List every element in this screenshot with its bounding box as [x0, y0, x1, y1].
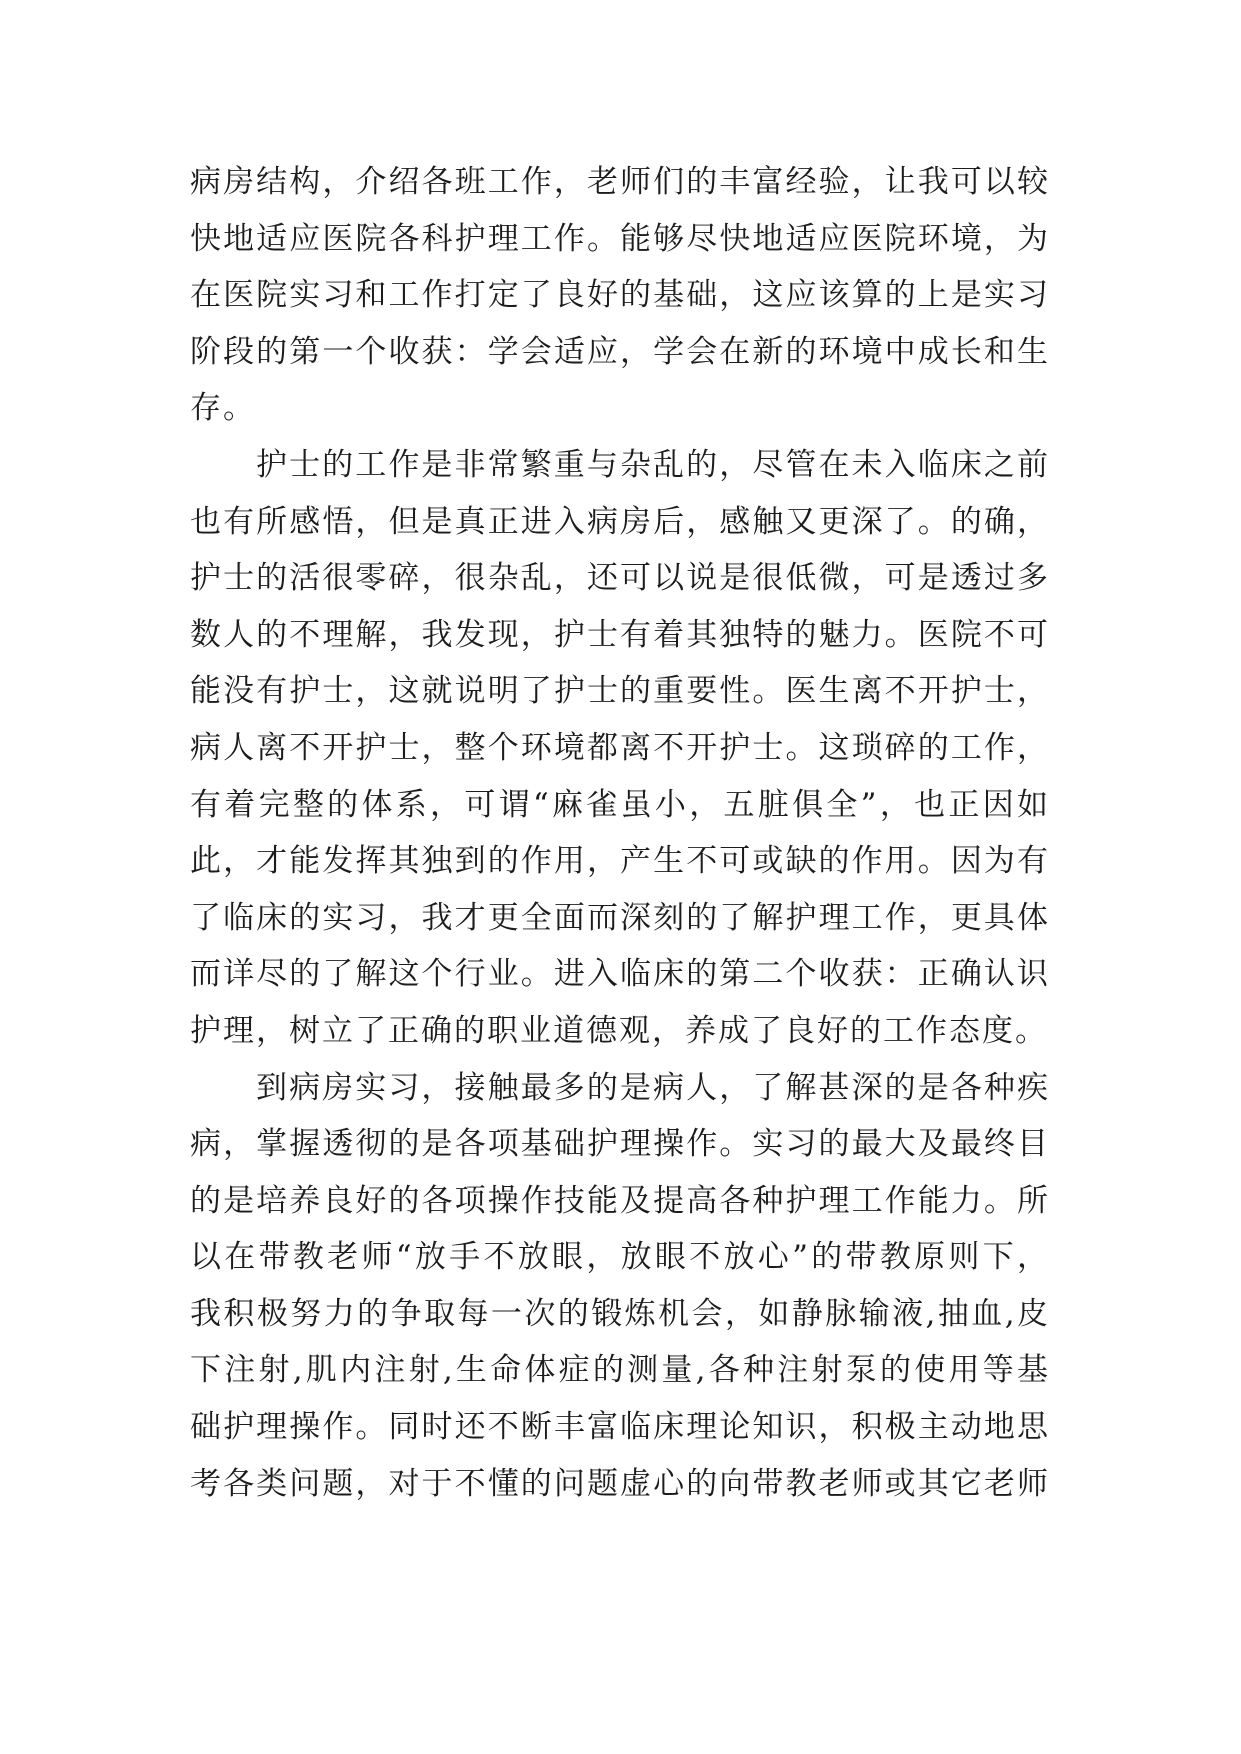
text-line: 础护理操作。同时还不断丰富临床理论知识，积极主动地思	[190, 1409, 1050, 1446]
text-line: 也有所感悟，但是真正进入病房后，感触又更深了。的确，	[190, 503, 1050, 540]
text-line: 而详尽的了解这个行业。进入临床的第二个收获：正确认识	[190, 956, 1050, 993]
paragraph-adaptation	[190, 154, 1050, 437]
text-line: 病人离不开护士，整个环境都离不开护士。这琐碎的工作，	[190, 729, 1050, 766]
text-line: 考各类问题，对于不懂的问题虚心的向带教老师或其它老师	[190, 1465, 1050, 1502]
text-line: 护理，树立了正确的职业道德观，养成了良好的工作态度。	[190, 1012, 1048, 1049]
text-line: 能没有护士，这就说明了护士的重要性。医生离不开护士，	[190, 673, 1050, 710]
text-line: 存。	[190, 390, 256, 427]
text-line: 快地适应医院各科护理工作。能够尽快地适应医院环境，为	[190, 220, 1050, 257]
text-line: 我积极努力的争取每一次的锻炼机会，如静脉输液,抽血,皮	[190, 1295, 1050, 1332]
text-line: 护士的工作是非常繁重与杂乱的，尽管在未入临床之前	[256, 446, 1050, 483]
body-text	[190, 154, 1050, 1512]
paragraph-skills	[190, 1060, 1050, 1513]
text-line: 有着完整的体系，可谓“麻雀虽小，五脏俱全”，也正因如	[190, 786, 1050, 823]
text-line: 下注射,肌内注射,生命体症的测量,各种注射泵的使用等基	[190, 1352, 1050, 1389]
text-line: 病房结构，介绍各班工作，老师们的丰富经验，让我可以较	[190, 164, 1050, 200]
text-line: 的是培养良好的各项操作技能及提高各种护理工作能力。所	[190, 1182, 1050, 1219]
text-line: 数人的不理解，我发现，护士有着其独特的魅力。医院不可	[190, 616, 1050, 653]
text-line: 护士的活很零碎，很杂乱，还可以说是很低微，可是透过多	[190, 560, 1050, 597]
text-line: 了临床的实习，我才更全面而深刻的了解护理工作，更具体	[190, 899, 1050, 936]
text-line: 到病房实习，接触最多的是病人，了解甚深的是各种疾	[256, 1069, 1050, 1106]
text-line: 阶段的第一个收获：学会适应，学会在新的环境中成长和生	[190, 333, 1050, 370]
text-line: 病，掌握透彻的是各项基础护理操作。实习的最大及最终目	[190, 1126, 1050, 1163]
paragraph-nursing-understanding	[190, 437, 1050, 1060]
text-line: 以在带教老师“放手不放眼，放眼不放心”的带教原则下，	[190, 1239, 1050, 1276]
text-line: 在医院实习和工作打定了良好的基础，这应该算的上是实习	[190, 277, 1050, 314]
text-line: 此，才能发挥其独到的作用，产生不可或缺的作用。因为有	[190, 843, 1050, 880]
